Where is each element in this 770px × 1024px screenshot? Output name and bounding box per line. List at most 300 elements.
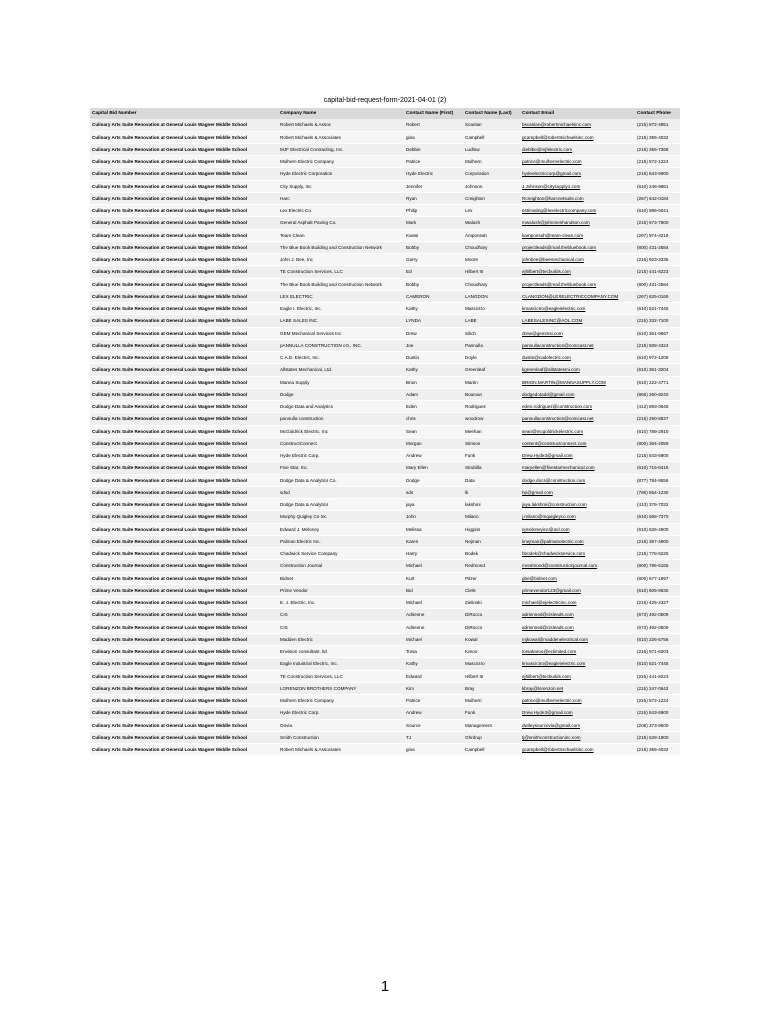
- contact-phone-cell: (610) 226-5756: [635, 633, 680, 645]
- contact-first-name-cell: Bid: [404, 584, 463, 596]
- company-name-cell: Madden Electric: [278, 633, 404, 645]
- contact-email-cell[interactable]: ejmeloneyinc@aol.com: [520, 523, 635, 535]
- capital-bid-number-cell: Culinary Arts Suite Renovation at General Louis Wagner Middle School: [90, 731, 278, 743]
- capital-bid-number-cell: Culinary Arts Suite Renovation at General Louis Wagner Middle School: [90, 254, 278, 266]
- contact-email-cell[interactable]: drew@gemmsi.com: [520, 327, 635, 339]
- capital-bid-number-cell: Culinary Arts Suite Renovation at General Louis Wagner Middle School: [90, 266, 278, 278]
- table-row: [90, 327, 680, 339]
- contact-first-name-cell: Debbie: [404, 143, 463, 155]
- company-name-cell: GEM Mechanical Services Inc: [278, 327, 404, 339]
- contact-email-cell[interactable]: hbodek@chadwickservice.com: [520, 548, 635, 560]
- company-name-cell: C.A.D. Electric, Inc.: [278, 352, 404, 364]
- contact-email-cell[interactable]: mjkowal@maddenelectrical.com: [520, 633, 635, 645]
- contact-last-name-cell: Zielinski: [463, 597, 520, 609]
- company-name-cell: Onvia: [278, 719, 404, 731]
- capital-bid-number-cell: Culinary Arts Suite Renovation at General Louis Wagner Middle School: [90, 499, 278, 511]
- contact-phone-cell: (610) 521-7445: [635, 658, 680, 670]
- capital-bid-number-cell: Culinary Arts Suite Renovation at General Louis Wagner Middle School: [90, 682, 278, 694]
- contact-email-cell[interactable]: dustin@cadelectric.com: [520, 352, 635, 364]
- contact-email-cell[interactable]: projectleads@mail.thebluebook.com: [520, 241, 635, 253]
- contact-first-name-cell: Drew: [404, 327, 463, 339]
- company-name-cell: Dodge Data & Analytics: [278, 499, 404, 511]
- contact-last-name-cell: Creighton: [463, 192, 520, 204]
- contact-email-cell[interactable]: johnbee@beemechanical.com: [520, 254, 635, 266]
- contact-email-cell[interactable]: kmascictro@eagleielectric.com: [520, 303, 635, 315]
- contact-phone-cell: (215) 628-1900: [635, 731, 680, 743]
- contact-phone-cell: (267) 974-4219: [635, 229, 680, 241]
- contact-last-name-cell: Bodek: [463, 548, 520, 560]
- contact-first-name-cell: sds: [404, 486, 463, 498]
- capital-bid-number-cell: Culinary Arts Suite Renovation at General Louis Wagner Middle School: [90, 401, 278, 413]
- page-number: 1: [380, 978, 390, 995]
- contact-email-cell[interactable]: dieblbe@mjfelectric.com: [520, 143, 635, 155]
- contact-phone-cell: (673) 492-0509: [635, 621, 680, 633]
- table-row: [90, 670, 680, 682]
- company-name-cell: MJF Electrical Contracting, Inc.: [278, 143, 404, 155]
- capital-bid-number-cell: Culinary Arts Suite Renovation at General Louis Wagner Middle School: [90, 646, 278, 658]
- contact-last-name-cell: Bray: [463, 682, 520, 694]
- contact-first-name-cell: Garry: [404, 254, 463, 266]
- contact-first-name-cell: Andrew: [404, 450, 463, 462]
- contact-email-cell[interactable]: dodge.docs@construction.com: [520, 474, 635, 486]
- contact-first-name-cell: Bobby: [404, 278, 463, 290]
- contact-email-cell[interactable]: mredmond@constructionjournal.com: [520, 560, 635, 572]
- contact-email-cell[interactable]: kamponsah@team-clean.com: [520, 229, 635, 241]
- capital-bid-number-cell: Culinary Arts Suite Renovation at General Louis Wagner Middle School: [90, 131, 278, 143]
- contact-email-cell[interactable]: kbray@lorenzon.net: [520, 682, 635, 694]
- contact-phone-cell: (800) 364-2059: [635, 437, 680, 449]
- company-name-cell: Robert Michaels & Associates: [278, 131, 404, 143]
- contact-last-name-cell: Ludlow: [463, 143, 520, 155]
- table-row: [90, 119, 680, 131]
- capital-bid-number-cell: Culinary Arts Suite Renovation at General Louis Wagner Middle School: [90, 535, 278, 547]
- table-row: [90, 560, 680, 572]
- contact-phone-cell: (610) 521-7445: [635, 303, 680, 315]
- contact-email-cell[interactable]: Drew.Hyde3@gmail.com: [520, 707, 635, 719]
- contact-phone-cell: (215) 247-0642: [635, 682, 680, 694]
- contact-last-name-cell: Campbell: [463, 744, 520, 756]
- contact-phone-cell: (866) 260-9240: [635, 388, 680, 400]
- contact-email-cell[interactable]: toniakaroo@eclimited.com: [520, 646, 635, 658]
- contact-first-name-cell: John: [404, 511, 463, 523]
- capital-bid-number-cell: Culinary Arts Suite Renovation at General Louis Wagner Middle School: [90, 597, 278, 609]
- contact-phone-cell: (610) 986-6041: [635, 205, 680, 217]
- capital-bid-number-cell: Culinary Arts Suite Renovation at General Louis Wagner Middle School: [90, 192, 278, 204]
- table-row: [90, 266, 680, 278]
- contact-email-cell[interactable]: adrienned@cisleads.com: [520, 609, 635, 621]
- contact-phone-cell: (215) 572-1224: [635, 156, 680, 168]
- contact-first-name-cell: Kim: [404, 682, 463, 694]
- company-name-cell: ConstructConnect: [278, 437, 404, 449]
- capital-bid-number-cell: Culinary Arts Suite Renovation at General Louis Wagner Middle School: [90, 278, 278, 290]
- contact-phone-cell: (800) 785-5165: [635, 560, 680, 572]
- contact-email-cell[interactable]: eden.rodriguez@construction.com: [520, 401, 635, 413]
- contact-first-name-cell: Morgan: [404, 437, 463, 449]
- contact-first-name-cell: Kathy: [404, 303, 463, 315]
- company-name-cell: CIS: [278, 609, 404, 621]
- company-name-cell: Construction Journal: [278, 560, 404, 572]
- contact-email-cell[interactable]: estimating@lexelectriccompany.com: [520, 205, 635, 217]
- contact-email-cell[interactable]: dwileysourcevia@gmail.com: [520, 719, 635, 731]
- contact-email-cell[interactable]: pannullaconstruction@comcast.net: [520, 413, 635, 425]
- contact-phone-cell: (800) 431-2584: [635, 241, 680, 253]
- contact-email-cell[interactable]: bscanlan@robertmichaelsinc.com: [520, 119, 635, 131]
- contact-phone-cell: (215) 357-4900: [635, 535, 680, 547]
- table-row: [90, 633, 680, 645]
- contact-last-name-cell: Bouman: [463, 388, 520, 400]
- table-row: [90, 511, 680, 523]
- contact-last-name-cell: woodrow: [463, 413, 520, 425]
- company-name-cell: General Asphalt Paving Co.: [278, 217, 404, 229]
- contact-email-cell[interactable]: pannullaconstruction@comcast.net: [520, 339, 635, 351]
- company-name-cell: Hyde Electric Corp.: [278, 450, 404, 462]
- contact-first-name-cell: Karen: [404, 535, 463, 547]
- contact-last-name-cell: Pitzer: [463, 572, 520, 584]
- table-row: [90, 535, 680, 547]
- table-row: [90, 241, 680, 253]
- table-row: [90, 303, 680, 315]
- contact-last-name-cell: Scanlan: [463, 119, 520, 131]
- contact-last-name-cell: Martin: [463, 376, 520, 388]
- company-name-cell: Eagle I. Electric, Inc.: [278, 303, 404, 315]
- capital-bid-number-cell: Culinary Arts Suite Renovation at General Louis Wagner Middle School: [90, 388, 278, 400]
- company-name-cell: Mulhern Electric Company: [278, 156, 404, 168]
- contact-last-name-cell: Greenleaf: [463, 364, 520, 376]
- company-name-cell: Dodge Data and Analytics: [278, 401, 404, 413]
- contact-phone-cell: (673) 492-0509: [635, 609, 680, 621]
- contact-first-name-cell: Melissa: [404, 523, 463, 535]
- contact-email-cell[interactable]: ejhilbert@tecbuilds.com: [520, 266, 635, 278]
- contact-phone-cell: (215) 508-4324: [635, 339, 680, 351]
- capital-bid-number-cell: Culinary Arts Suite Renovation at General Louis Wagner Middle School: [90, 560, 278, 572]
- contact-last-name-cell: Strubilla: [463, 462, 520, 474]
- contact-first-name-cell: gina: [404, 131, 463, 143]
- contact-first-name-cell: Kurt: [404, 572, 463, 584]
- contact-email-cell[interactable]: michael@ejelectricinc.com: [520, 597, 635, 609]
- capital-bid-number-cell: Culinary Arts Suite Renovation at General Louis Wagner Middle School: [90, 707, 278, 719]
- table-row: [90, 388, 680, 400]
- contact-phone-cell: (215) 355-7368: [635, 143, 680, 155]
- capital-bid-number-cell: Culinary Arts Suite Renovation at General Louis Wagner Middle School: [90, 609, 278, 621]
- capital-bid-number-cell: Culinary Arts Suite Renovation at General Louis Wagner Middle School: [90, 695, 278, 707]
- contact-phone-cell: (610) 605-9630: [635, 584, 680, 596]
- contact-phone-cell: (610) 626-4900: [635, 523, 680, 535]
- table-row: [90, 584, 680, 596]
- contact-last-name-cell: Mascictro: [463, 303, 520, 315]
- capital-bid-number-cell: Culinary Arts Suite Renovation at General Louis Wagner Middle School: [90, 744, 278, 756]
- contact-last-name-cell: Hilbert III: [463, 266, 520, 278]
- table-row: [90, 425, 680, 437]
- contact-email-cell[interactable]: Rcreighton@harcnetsuits.com: [520, 192, 635, 204]
- capital-bid-number-cell: Culinary Arts Suite Renovation at General Louis Wagner Middle School: [90, 376, 278, 388]
- capital-bid-number-cell: Culinary Arts Suite Renovation at General Louis Wagner Middle School: [90, 327, 278, 339]
- contact-last-name-cell: Pannulla: [463, 339, 520, 351]
- capital-bid-number-cell: Culinary Arts Suite Renovation at General Louis Wagner Middle School: [90, 229, 278, 241]
- contact-last-name-cell: DiRocco: [463, 621, 520, 633]
- contact-email-cell[interactable]: J.Johnson@citysupply1.com: [520, 180, 635, 192]
- capital-bid-number-cell: Culinary Arts Suite Renovation at General Louis Wagner Middle School: [90, 670, 278, 682]
- contact-last-name-cell: Clerk: [463, 584, 520, 596]
- contact-last-name-cell: Lex: [463, 205, 520, 217]
- capital-bid-number-cell: Culinary Arts Suite Renovation at General Louis Wagner Middle School: [90, 339, 278, 351]
- table-row: [90, 597, 680, 609]
- contact-first-name-cell: CAMERON: [404, 290, 463, 302]
- contact-last-name-cell: Moore: [463, 254, 520, 266]
- capital-bid-number-cell: Culinary Arts Suite Renovation at General Louis Wagner Middle School: [90, 168, 278, 180]
- contact-first-name-cell: Dustin: [404, 352, 463, 364]
- column-header-contact-last-name: Contact Name (Last): [463, 108, 520, 119]
- company-name-cell: The Blue Book Building and Construction Network: [278, 241, 404, 253]
- capital-bid-number-cell: Culinary Arts Suite Renovation at General Louis Wagner Middle School: [90, 143, 278, 155]
- contact-email-cell[interactable]: j.milano@mquigleyco.com: [520, 511, 635, 523]
- contact-email-cell[interactable]: Drew.Hyde3@gmail.com: [520, 450, 635, 462]
- table-row: [90, 352, 680, 364]
- table-row: [90, 254, 680, 266]
- table-row: [90, 143, 680, 155]
- contact-email-cell[interactable]: kgreenleaf@allstatesmi.com: [520, 364, 635, 376]
- contact-email-cell[interactable]: dodgedotadd@gmail.com: [520, 388, 635, 400]
- contact-email-cell[interactable]: patrice@mulhernelectric.com: [520, 156, 635, 168]
- company-name-cell: Manna Supply: [278, 376, 404, 388]
- capital-bid-number-cell: Culinary Arts Suite Renovation at General Louis Wagner Middle School: [90, 425, 278, 437]
- contact-first-name-cell: Joe: [404, 339, 463, 351]
- contact-first-name-cell: Adam: [404, 388, 463, 400]
- contact-phone-cell: (800) 677-1997: [635, 572, 680, 584]
- contact-phone-cell: (610) 716-6415: [635, 462, 680, 474]
- company-name-cell: sdsd: [278, 486, 404, 498]
- contact-phone-cell: (215) 355-4032: [635, 744, 680, 756]
- contact-phone-cell: (877) 784-9556: [635, 474, 680, 486]
- contact-first-name-cell: Philip: [404, 205, 463, 217]
- capital-bid-number-cell: Culinary Arts Suite Renovation at General Louis Wagner Middle School: [90, 572, 278, 584]
- contact-phone-cell: (215) 843-6900: [635, 450, 680, 462]
- contact-email-cell[interactable]: CLANGDON@LEXELECTRICCOMPANY.COM: [520, 290, 635, 302]
- contact-last-name-cell: Johnson: [463, 180, 520, 192]
- contact-email-cell[interactable]: tj@smithconstructioninc.com: [520, 731, 635, 743]
- capital-bid-number-cell: Culinary Arts Suite Renovation at General Louis Wagner Middle School: [90, 523, 278, 535]
- contact-first-name-cell: Edward: [404, 670, 463, 682]
- contact-last-name-cell: Milano: [463, 511, 520, 523]
- company-name-cell: LEX ELECTRIC: [278, 290, 404, 302]
- contact-last-name-cell: DiRocco: [463, 609, 520, 621]
- table-row: [90, 609, 680, 621]
- company-name-cell: E. J. Electric, Inc.: [278, 597, 404, 609]
- table-row: [90, 339, 680, 351]
- contact-first-name-cell: Kwasi: [404, 229, 463, 241]
- contact-email-cell[interactable]: gcampbell@robertmichaelsinc.com: [520, 131, 635, 143]
- company-name-cell: Hyde Electric Corporation: [278, 168, 404, 180]
- contact-email-cell[interactable]: kmascictro@eagleielectric.com: [520, 658, 635, 670]
- contact-phone-cell: (215) 778-6225: [635, 548, 680, 560]
- capital-bid-number-cell: Culinary Arts Suite Renovation at General Louis Wagner Middle School: [90, 621, 278, 633]
- table-row: [90, 229, 680, 241]
- contact-first-name-cell: Mary Ellen: [404, 462, 463, 474]
- company-name-cell: Murphy Quigley Co Inc: [278, 511, 404, 523]
- company-name-cell: TE Construction Services, LLC: [278, 670, 404, 682]
- header-row: [90, 108, 680, 119]
- contact-last-name-cell: Choudhary: [463, 278, 520, 290]
- table-body: [90, 119, 680, 756]
- company-name-cell: Bidnet: [278, 572, 404, 584]
- company-name-cell: pANNULLA CONSTRUCTION cO., INC.: [278, 339, 404, 351]
- contact-email-cell[interactable]: knejman@palmanelectric.com: [520, 535, 635, 547]
- contact-phone-cell: (215) 971-6203: [635, 646, 680, 658]
- contact-first-name-cell: Patrice: [404, 156, 463, 168]
- contact-email-cell[interactable]: projectleads@mail.thebluebook.com: [520, 278, 635, 290]
- contact-last-name-cell: Mulhern: [463, 156, 520, 168]
- contact-last-name-cell: Campbell: [463, 131, 520, 143]
- contact-last-name-cell: Walush: [463, 217, 520, 229]
- company-name-cell: City Supply, Inc: [278, 180, 404, 192]
- contact-phone-cell: (267) 625-0169: [635, 290, 680, 302]
- capital-bid-number-cell: Culinary Arts Suite Renovation at General Louis Wagner Middle School: [90, 511, 278, 523]
- contact-first-name-cell: Michael: [404, 633, 463, 645]
- company-name-cell: Five Star, Inc.: [278, 462, 404, 474]
- contact-last-name-cell: lk: [463, 486, 520, 498]
- table-row: [90, 719, 680, 731]
- contact-last-name-cell: Silich: [463, 327, 520, 339]
- contact-last-name-cell: Redmond: [463, 560, 520, 572]
- company-name-cell: Chadwick Service Company: [278, 548, 404, 560]
- contact-first-name-cell: Adrienne: [404, 621, 463, 633]
- contact-phone-cell: (215) 441-8223: [635, 266, 680, 278]
- contact-last-name-cell: Corporation: [463, 168, 520, 180]
- contact-phone-cell: (206) 373-9500: [635, 719, 680, 731]
- capital-bid-number-cell: Culinary Arts Suite Renovation at General Louis Wagner Middle School: [90, 719, 278, 731]
- contact-phone-cell: (215) 872-4951: [635, 119, 680, 131]
- contact-email-cell[interactable]: content@constructconnect.com: [520, 437, 635, 449]
- table-row: [90, 376, 680, 388]
- contact-first-name-cell: Andrew: [404, 707, 463, 719]
- capital-bid-number-cell: Culinary Arts Suite Renovation at General Louis Wagner Middle School: [90, 658, 278, 670]
- contact-first-name-cell: Adrienne: [404, 609, 463, 621]
- contact-email-cell[interactable]: hydeelectriccorp@gmail.com: [520, 168, 635, 180]
- company-name-cell: CIS: [278, 621, 404, 633]
- contact-last-name-cell: Data: [463, 474, 520, 486]
- table-row: [90, 315, 680, 327]
- company-name-cell: Lex Electric Co.: [278, 205, 404, 217]
- contact-last-name-cell: Ohrdrup: [463, 731, 520, 743]
- capital-bid-number-cell: Culinary Arts Suite Renovation at General Louis Wagner Middle School: [90, 156, 278, 168]
- capital-bid-number-cell: Culinary Arts Suite Renovation at General Louis Wagner Middle School: [90, 290, 278, 302]
- contact-first-name-cell: Dodge: [404, 474, 463, 486]
- capital-bid-number-cell: Culinary Arts Suite Renovation at General Louis Wagner Middle School: [90, 119, 278, 131]
- company-name-cell: TE Construction Services, LLC: [278, 266, 404, 278]
- table-row: [90, 131, 680, 143]
- contact-phone-cell: (610) 668-7370: [635, 511, 680, 523]
- contact-last-name-cell: Mascictro: [463, 658, 520, 670]
- capital-bid-number-cell: Culinary Arts Suite Renovation at General Louis Wagner Middle School: [90, 633, 278, 645]
- table-row: [90, 364, 680, 376]
- contact-last-name-cell: Funk: [463, 450, 520, 462]
- contact-email-cell[interactable]: hp@gmail.com: [520, 486, 635, 498]
- contact-first-name-cell: Mark: [404, 217, 463, 229]
- table-row: [90, 401, 680, 413]
- capital-bid-number-cell: Culinary Arts Suite Renovation at General Louis Wagner Middle School: [90, 450, 278, 462]
- contact-last-name-cell: LABE: [463, 315, 520, 327]
- contact-email-cell[interactable]: gcampbell@robertmichaelsinc.com: [520, 744, 635, 756]
- capital-bid-number-cell: Culinary Arts Suite Renovation at General Louis Wagner Middle School: [90, 584, 278, 596]
- column-header-contact-email: Contact Email: [520, 108, 635, 119]
- contact-phone-cell: (610) 246-9981: [635, 180, 680, 192]
- company-name-cell: LABE SALES INC.: [278, 315, 404, 327]
- table-row: [90, 707, 680, 719]
- contact-first-name-cell: Patrice: [404, 695, 463, 707]
- contact-first-name-cell: Eden: [404, 401, 463, 413]
- company-name-cell: John J. Bee, Inc: [278, 254, 404, 266]
- contact-email-cell[interactable]: patrice@mulhernelectric.com: [520, 695, 635, 707]
- contact-email-cell[interactable]: maryellen@fivestarmechanical.com: [520, 462, 635, 474]
- table-row: [90, 156, 680, 168]
- contact-first-name-cell: jaya: [404, 499, 463, 511]
- company-name-cell: Edward J. Meloney: [278, 523, 404, 535]
- contact-phone-cell: (215) 843-6900: [635, 707, 680, 719]
- contact-first-name-cell: Kathy: [404, 658, 463, 670]
- capital-bid-number-cell: Culinary Arts Suite Renovation at General Louis Wagner Middle School: [90, 462, 278, 474]
- contact-email-cell[interactable]: gbe@bidnet.com: [520, 572, 635, 584]
- contact-last-name-cell: Stinson: [463, 437, 520, 449]
- company-name-cell: LORENZON BROTHERS COMPANY: [278, 682, 404, 694]
- document-title: capital-bid-request-form-2021-04-01 (2): [323, 97, 447, 104]
- capital-bid-number-cell: Culinary Arts Suite Renovation at General Louis Wagner Middle School: [90, 303, 278, 315]
- column-header-contact-first-name: Contact Name (First): [404, 108, 463, 119]
- column-header-contact-phone: Contact Phone: [635, 108, 680, 119]
- company-name-cell: Smith Construction: [278, 731, 404, 743]
- contact-phone-cell: (215) 332-7100: [635, 315, 680, 327]
- table-row: [90, 290, 680, 302]
- capital-bid-number-cell: Culinary Arts Suite Renovation at General Louis Wagner Middle School: [90, 474, 278, 486]
- table-row: [90, 437, 680, 449]
- company-name-cell: Prime Vendor: [278, 584, 404, 596]
- company-name-cell: Palman Electric Inc.: [278, 535, 404, 547]
- table-row: [90, 413, 680, 425]
- contact-last-name-cell: Choudhary: [463, 241, 520, 253]
- contact-last-name-cell: Rodriguez: [463, 401, 520, 413]
- table-row: [90, 658, 680, 670]
- contact-email-cell[interactable]: mwalush@johnmeshandson.com: [520, 217, 635, 229]
- capital-bid-number-cell: Culinary Arts Suite Renovation at General Louis Wagner Middle School: [90, 352, 278, 364]
- contact-first-name-cell: Hyde Electric: [404, 168, 463, 180]
- contact-first-name-cell: LYNDA: [404, 315, 463, 327]
- contact-email-cell[interactable]: jaya.lakshmi@construction.com: [520, 499, 635, 511]
- contact-last-name-cell: Karoo: [463, 646, 520, 658]
- table-row: [90, 621, 680, 633]
- table-row: [90, 168, 680, 180]
- contact-email-cell[interactable]: sean@mcgoldrickelectric.com: [520, 425, 635, 437]
- contact-phone-cell: (786) 654-1230: [635, 486, 680, 498]
- contact-first-name-cell: Jennifer: [404, 180, 463, 192]
- table-row: [90, 548, 680, 560]
- contact-email-cell[interactable]: BRION.MARTIN@MANNASUPPLY.COM: [520, 376, 635, 388]
- contact-phone-cell: (610) 789-2910: [635, 425, 680, 437]
- table-row: [90, 217, 680, 229]
- contact-last-name-cell: Mulhern: [463, 695, 520, 707]
- contact-last-name-cell: Kowal: [463, 633, 520, 645]
- contact-email-cell[interactable]: primevendor123@gmail.com: [520, 584, 635, 596]
- contact-email-cell[interactable]: LABESALESINC@AOL.COM: [520, 315, 635, 327]
- contact-last-name-cell: Doyle: [463, 352, 520, 364]
- table-row: [90, 180, 680, 192]
- table-row: [90, 682, 680, 694]
- contact-phone-cell: (215) 441-8223: [635, 670, 680, 682]
- contact-email-cell[interactable]: adrienned@cisleads.com: [520, 621, 635, 633]
- company-name-cell: McGoldrick Electric, Inc: [278, 425, 404, 437]
- contact-phone-cell: (610) 972-1209: [635, 352, 680, 364]
- company-name-cell: Eagle Industrial Electric, Inc.: [278, 658, 404, 670]
- contact-email-cell[interactable]: ejhilbert@tecbuilds.com: [520, 670, 635, 682]
- contact-phone-cell: (215) 290-8637: [635, 413, 680, 425]
- contact-phone-cell: (413) 376-7032: [635, 499, 680, 511]
